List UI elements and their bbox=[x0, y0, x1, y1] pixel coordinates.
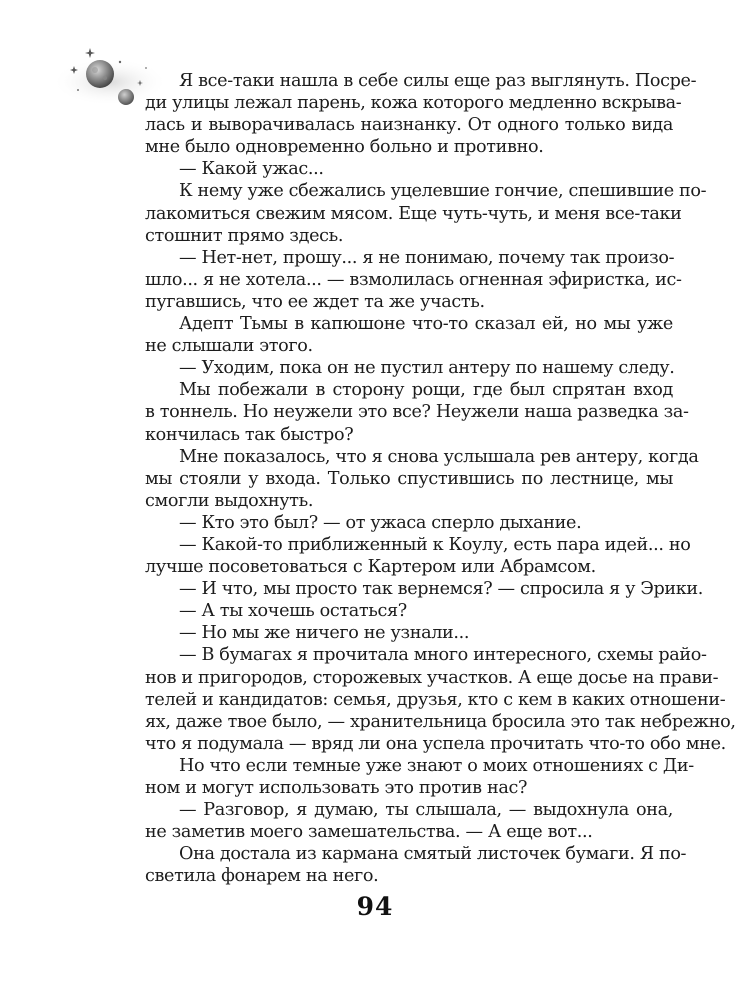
text-line: Но что если темные уже знают о моих отношениях с Ди- bbox=[179, 755, 694, 776]
text-line: — Кто это был? — от ужаса сперло дыхание. bbox=[179, 512, 582, 533]
text-line: Я все-таки нашла в себе силы еще раз выглянуть. Посре- bbox=[179, 71, 697, 91]
text-line: нов и пригородов, сторожевых участков. А еще досье на прави- bbox=[145, 667, 719, 688]
text-line: — И что, мы просто так вернемся? — спросила я у Эрики. bbox=[179, 579, 704, 600]
text-line: Она достала из кармана смятый листочек бумаги. Я по- bbox=[179, 844, 687, 865]
text-line: что я подумала — вряд ли она успела прочитать что-то обо мне. bbox=[145, 733, 726, 754]
text-line: лась и выворачивалась наизнанку. От одного только вида bbox=[145, 115, 673, 136]
text-line: — Уходим, пока он не пустил антеру по нашему следу. bbox=[179, 358, 675, 379]
text-line: Адепт Тьмы в капюшоне что-то сказал ей, но мы уже bbox=[179, 314, 673, 335]
text-line: Мне показалось, что я снова услышала рев антеру, когда bbox=[179, 446, 699, 467]
text-line: не слышали этого. bbox=[145, 336, 313, 357]
text-line: ди улицы лежал парень, кожа которого медленно вскрыва- bbox=[145, 93, 682, 114]
text-line: — Нет-нет, прошу... я не понимаю, почему так произо- bbox=[179, 247, 675, 268]
text-line: мне было одновременно больно и противно. bbox=[145, 137, 544, 158]
text-line: смогли выдохнуть. bbox=[145, 490, 314, 511]
text-line: К нему уже сбежались уцелевшие гончие, спешившие по- bbox=[179, 181, 707, 202]
text-line: — Какой-то приближенный к Коулу, есть пара идей... но bbox=[179, 534, 691, 555]
text-line: в тоннель. Но неужели это все? Неужели наша разведка за- bbox=[145, 402, 689, 423]
body-text bbox=[145, 70, 736, 887]
text-line: не заметив моего замешательства. — А еще вот... bbox=[145, 822, 593, 843]
text-line: — Но мы же ничего не узнали... bbox=[179, 623, 470, 644]
text-line: мы стояли у входа. Только спустившись по лестнице, мы bbox=[145, 468, 673, 489]
text-line: стошнит прямо здесь. bbox=[145, 225, 344, 246]
text-line: шло... я не хотела... — взмолилась огненная эфиристка, ис- bbox=[145, 269, 682, 290]
text-line: — Какой ужас... bbox=[179, 159, 324, 180]
page-number: 94 bbox=[356, 892, 394, 921]
text-line: ях, даже твое было, — хранительница бросила это так небрежно, bbox=[145, 711, 736, 732]
text-line: — В бумагах я прочитала много интересного, схемы райо- bbox=[179, 645, 707, 666]
text-line: лучше посоветоваться с Картером или Абрамсом. bbox=[145, 557, 596, 578]
text-line: лакомиться свежим мясом. Еще чуть-чуть, и меня все-таки bbox=[145, 203, 682, 224]
text-line: светила фонарем на него. bbox=[145, 866, 379, 887]
text-line: пугавшись, что ее ждет та же участь. bbox=[145, 291, 485, 312]
text-line: Мы побежали в сторону рощи, где был спрятан вход bbox=[179, 380, 673, 401]
text-line: — А ты хочешь остаться? bbox=[179, 601, 407, 622]
text-line: ном и могут использовать это против нас? bbox=[145, 778, 528, 798]
text-line: — Разговор, я думаю, ты слышала, — выдохнула она, bbox=[179, 800, 673, 821]
text-line: кончилась так быстро? bbox=[145, 424, 354, 445]
text-line: телей и кандидатов: семья, друзья, кто с кем в каких отношени- bbox=[145, 689, 726, 710]
